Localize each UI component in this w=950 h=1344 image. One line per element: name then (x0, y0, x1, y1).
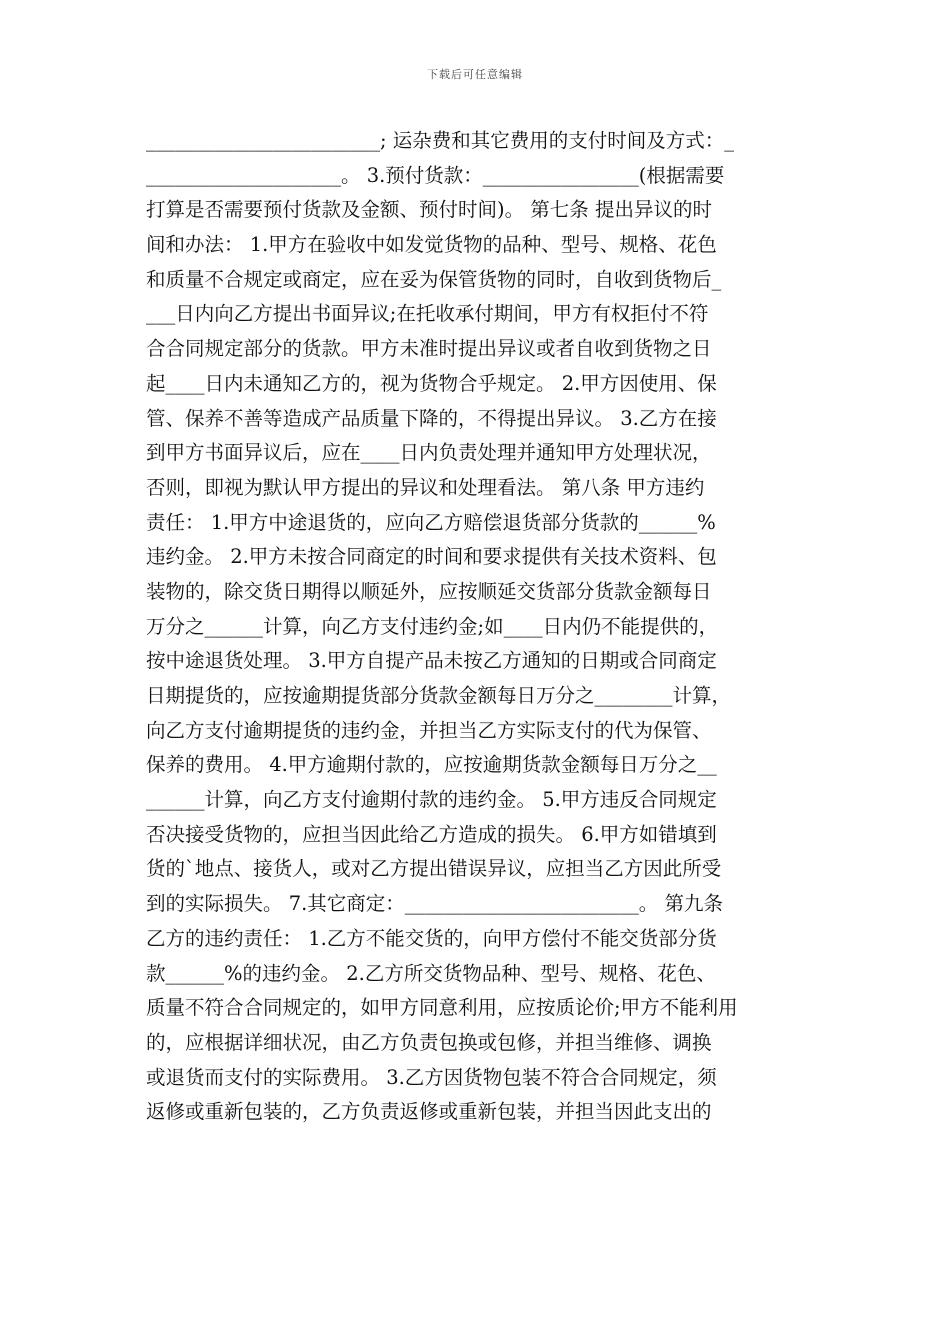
text-line: 否决接受货物的，应担当因此给乙方造成的损失。 6.甲方如错填到 (146, 822, 717, 846)
text-line: 装物的，除交货日期得以顺延外，应按顺延交货部分货款金额每日 (146, 579, 712, 603)
document-body (146, 124, 814, 1130)
text-line: ________________________; 运杂费和其它费用的支付时间及方式：_ (146, 129, 735, 152)
text-line: ___日内向乙方提出书面异议;在托收承付期间，甲方有权拒付不符 (146, 302, 709, 326)
text-line: 或退货而支付的实际费用。 3.乙方因货物包装不符合合同规定，须 (146, 1065, 717, 1089)
text-line: 否则，即视为默认甲方提出的异议和处理看法。 第八条 甲方违约 (146, 475, 705, 499)
text-line: 向乙方支付逾期提货的违约金，并担当乙方实际支付的代为保管、 (146, 718, 712, 742)
text-line: 管、保养不善等造成产品质量下降的，不得提出异议。 3.乙方在接 (146, 406, 717, 430)
text-line: 合合同规定部分的货款。甲方未准时提出异议或者自收到货物之日 (146, 337, 712, 361)
text-line: 货的`地点、接货人，或对乙方提出错误异议，应担当乙方因此所受 (146, 857, 722, 881)
text-line: 质量不符合合同规定的，如甲方同意利用，应按质论价;甲方不能利用 (146, 996, 738, 1020)
text-line: 和质量不合规定或商定，应在妥为保管货物的同时，自收到货物后_ (146, 267, 722, 291)
text-line: 款______%的违约金。 2.乙方所交货物品种、型号、规格、花色、 (146, 961, 716, 985)
text-line: 到甲方书面异议后，应在____日内负责处理并通知甲方处理状况， (146, 441, 712, 465)
text-line: 到的实际损失。 7.其它商定：________________________。 第九条 (146, 892, 724, 916)
text-line: ______计算，向乙方支付逾期付款的违约金。 5.甲方违反合同规定 (146, 788, 717, 812)
text-line: 间和办法： 1.甲方在验收中如发觉货物的品种、型号、规格、花色 (146, 233, 717, 257)
page-header: 下载后可任意编辑 (427, 68, 523, 81)
text-line: 起____日内未通知乙方的，视为货物合乎规定。 2.甲方因使用、保 (146, 371, 717, 395)
text-line: ____________________。 3.预付货款：________________(根据需要 (146, 163, 725, 187)
text-line: 日期提货的，应按逾期提货部分货款金额每日万分之________计算， (146, 684, 732, 707)
text-line: 的，应根据详细状况，由乙方负责包换或包修，并担当维修、调换 (146, 1030, 712, 1054)
text-line: 违约金。 2.甲方未按合同商定的时间和要求提供有关技术资料、包 (146, 545, 717, 569)
text-line: 按中途退货处理。 3.甲方自提产品未按乙方通知的日期或合同商定 (146, 649, 717, 673)
text-line: 打算是否需要预付货款及金额、预付时间)。 第七条 提出异议的时 (146, 198, 713, 222)
text-line: 万分之______计算，向乙方支付违约金;如____日内仍不能提供的， (146, 614, 719, 638)
text-line: 返修或重新包装的，乙方负责返修或重新包装，并担当因此支出的 (146, 1100, 712, 1124)
text-line: 乙方的违约责任： 1.乙方不能交货的，向甲方偿付不能交货部分货 (146, 926, 717, 950)
text-line: 保养的费用。 4.甲方逾期付款的，应按逾期货款金额每日万分之__ (146, 753, 717, 777)
text-line: 责任： 1.甲方中途退货的，应向乙方赔偿退货部分货款的______% (146, 510, 716, 534)
